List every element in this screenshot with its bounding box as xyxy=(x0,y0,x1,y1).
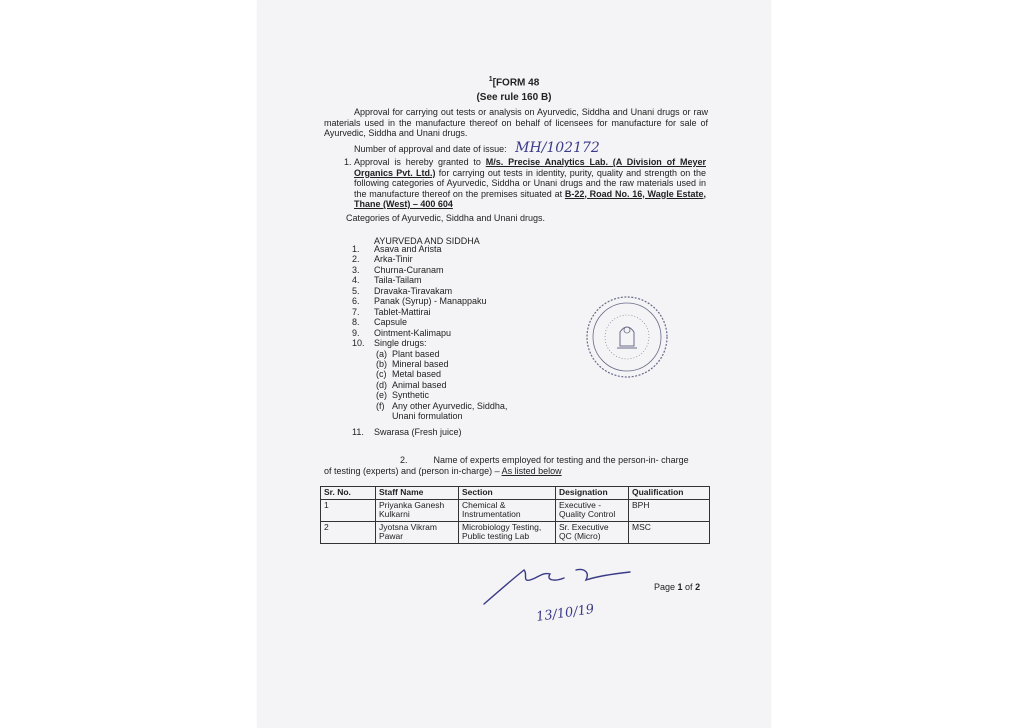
grantee-name: M/s. Precise Analytics Lab. (A Division of Meyer Organics Pvt. Ltd.) xyxy=(354,157,706,178)
list-item: 1. Asava and Arista xyxy=(352,244,442,254)
list-item: (d) Animal based xyxy=(376,379,447,390)
table-row: 2 Jyotsna Vikram Pawar Microbiology Testing, Public testing Lab Sr. Executive QC (Micro) MSC xyxy=(321,521,710,543)
col-section: Section xyxy=(459,487,556,500)
signature-date: 13/10/19 xyxy=(535,602,596,625)
list-item: 8. Capsule xyxy=(352,317,408,328)
page-indicator: Page 1 of 2 xyxy=(654,582,701,592)
list-item: 5. Dravaka-Tiravakam xyxy=(352,285,453,296)
premises-address: B-22, Road No. 16, Wagle Estate, Thane (West) – 400 604 xyxy=(354,188,707,209)
list-item: (e) Synthetic xyxy=(376,390,430,401)
list-item: 4. Taila-Tailam xyxy=(352,275,422,286)
official-seal-icon xyxy=(584,294,670,380)
as-listed-below: As listed below xyxy=(501,466,562,476)
approval-number-row xyxy=(354,140,600,156)
categories-label: Categories of Ayurvedic, Siddha and Unani drugs. xyxy=(346,213,545,223)
list-item: (b) Mineral based xyxy=(376,358,449,369)
table-row: 1 Priyanka Ganesh Kulkarni Chemical & Instrumentation Executive - Quality Control BPH xyxy=(321,499,710,521)
list-item: 9. Ointment-Kalimapu xyxy=(352,327,452,338)
approval-label: Number of approval and date of issue: xyxy=(354,144,507,154)
list-item: Unani formulation xyxy=(392,411,463,422)
table-header-row xyxy=(321,487,710,500)
list-item: (f) Any other Ayurvedic, Siddha, xyxy=(376,400,508,411)
form-title: $^1$[FORM 48 xyxy=(488,76,540,89)
list-item: 11. Swarasa (Fresh juice) xyxy=(352,426,462,437)
col-qualification: Qualification xyxy=(629,487,710,500)
list-item: 10. Single drugs: (a) Plant based (b) Mineral based (c) Metal based (d) Animal based (e) Synthetic (f) Any other Ayurvedic, Siddha, Unani formulation xyxy=(344,338,507,422)
signature-icon xyxy=(480,560,640,612)
list-item: (a) Plant based xyxy=(376,348,440,359)
approval-number: MH/102172 xyxy=(515,140,600,156)
list-item: (c) Metal based xyxy=(376,369,442,380)
categories-heading: AYURVEDA AND SIDDHA xyxy=(374,236,480,246)
clause-1: 1. Approval is hereby granted to M/s. Precise Analytics Lab. (A Division of Meyer Organics Pvt. Ltd.) for carrying out tests in identity, purity, quality and strength on the following categories of Ayurvedic, Siddha or Unani drugs and the raw materials used in the manufacture thereof on the premises situated at B-22, Road No. 16, Wagle Estate, Thane (West) – 400 604 xyxy=(344,157,707,209)
staff-table xyxy=(320,486,710,544)
col-sr-no: Sr. No. xyxy=(321,487,376,500)
col-designation: Designation xyxy=(556,487,629,500)
categories-list xyxy=(344,244,507,437)
list-item: 7. Tablet-Mattirai xyxy=(352,306,431,317)
document-page xyxy=(258,0,770,728)
single-drugs-list xyxy=(344,349,507,422)
list-item: 2. Arka-Tinir xyxy=(352,254,413,265)
list-item: 3. Churna-Curanam xyxy=(352,264,444,275)
form-intro: Approval for carrying out tests or analysis on Ayurvedic, Siddha and Unani drugs or raw materials used in the manufacture thereof on behalf of licensees for manufacture for sale of Ayurvedic, Siddha and Unani drugs. xyxy=(324,107,708,138)
col-staff-name: Staff Name xyxy=(376,487,459,500)
list-item: 6. Panak (Syrup) - Manappaku xyxy=(352,296,487,307)
clause-2-line-1: 2. Name of experts employed for testing and the person-in- charge xyxy=(400,455,689,465)
form-rule: (See rule 160 B) xyxy=(476,92,552,103)
clause-2-line-2: of testing (experts) and (person in-charge) – As listed below xyxy=(324,466,562,476)
